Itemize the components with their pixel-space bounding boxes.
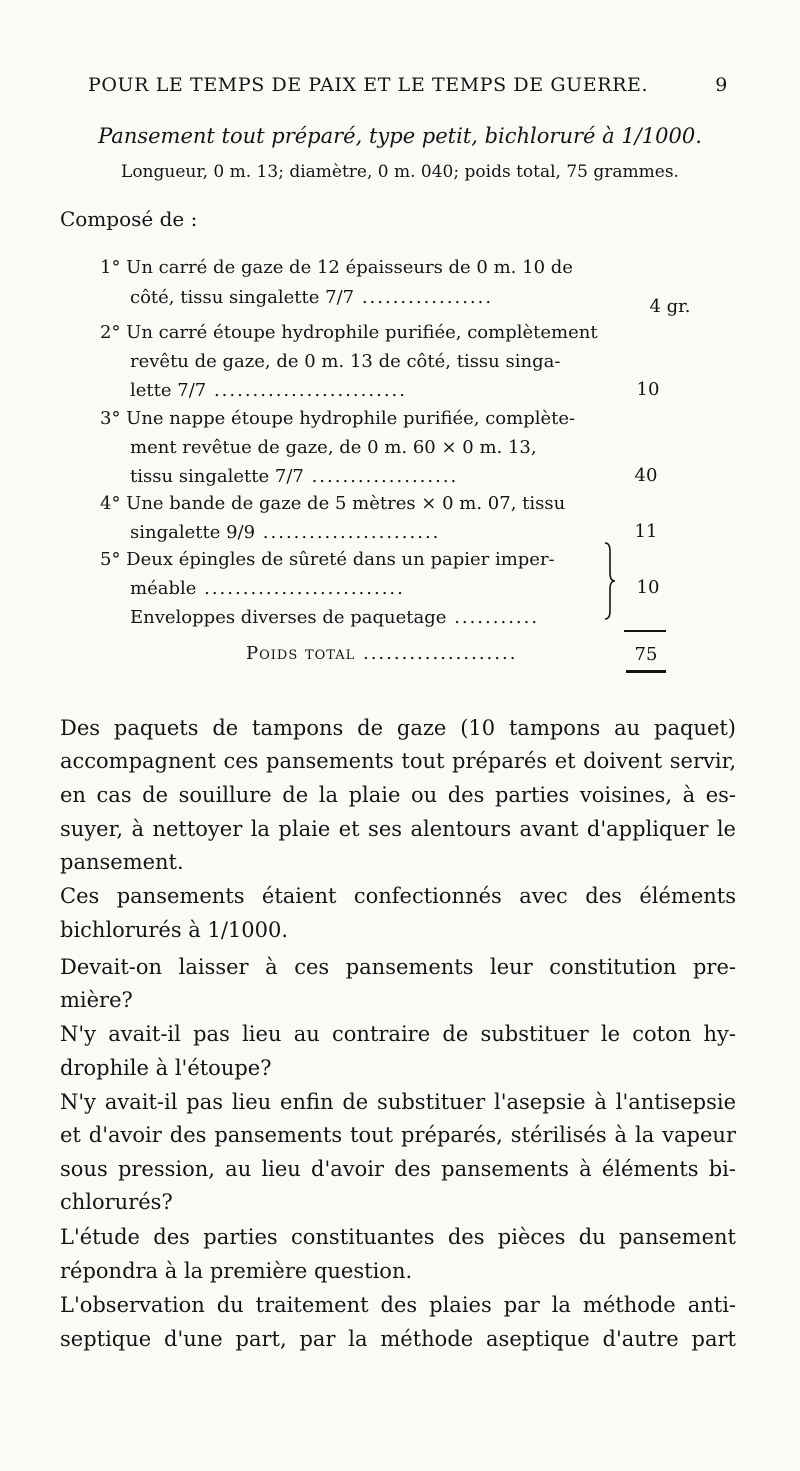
- list-item-line: tissu singalette 7/7 ...................: [130, 466, 459, 487]
- paragraph-line: mière?: [60, 988, 133, 1012]
- list-item-line: 3° Une nappe étoupe hydrophile purifiée, complète-: [100, 408, 576, 429]
- running-head-title: POUR LE TEMPS DE PAIX ET LE TEMPS DE GUERRE.: [88, 74, 649, 96]
- item-weight: 11: [634, 521, 658, 542]
- section-title: Pansement tout préparé, type petit, bichloruré à 1/1000.: [98, 124, 702, 148]
- list-item-line: méable ..........................: [130, 578, 405, 599]
- item-weight: 4 gr.: [649, 296, 691, 317]
- list-item-line: revêtu de gaze, de 0 m. 13 de côté, tissu singa-: [130, 351, 561, 372]
- paragraph-line: suyer, à nettoyer la plaie et ses alentours avant d'appliquer le: [60, 817, 736, 841]
- paragraph-line: L'étude des parties constituantes des pièces du pansement: [60, 1225, 736, 1249]
- total-underline: [626, 670, 666, 673]
- page-number: 9: [715, 74, 728, 96]
- paragraph-line: et d'avoir des pansements tout préparés, stérilisés à la vapeur: [60, 1123, 736, 1147]
- total-value: 75: [634, 644, 658, 665]
- paragraph-line: N'y avait-il pas lieu au contraire de substituer le coton hy-: [60, 1022, 736, 1046]
- paragraph-line: Des paquets de tampons de gaze (10 tampons au paquet): [60, 716, 736, 740]
- item-weight: 40: [634, 465, 658, 486]
- compose-label: Composé de :: [60, 207, 198, 231]
- list-item-line: 5° Deux épingles de sûreté dans un papier imper-: [100, 549, 555, 570]
- item-weight: 10: [636, 379, 660, 400]
- sum-rule: [624, 630, 666, 632]
- paragraph-line: sous pression, au lieu d'avoir des pansements à éléments bi-: [60, 1157, 736, 1181]
- list-item-line: 4° Une bande de gaze de 5 mètres × 0 m. 07, tissu: [100, 493, 566, 514]
- list-item-line: côté, tissu singalette 7/7 .................: [130, 287, 494, 308]
- list-item-line: lette 7/7 .........................: [130, 380, 407, 401]
- paragraph-line: Devait-on laisser à ces pansements leur constitution pre-: [60, 955, 736, 979]
- paragraph-line: répondra à la première question.: [60, 1259, 413, 1283]
- total-row: Poids total ....................: [246, 643, 518, 664]
- paragraph-line: chlorurés?: [60, 1190, 173, 1214]
- paragraph-line: drophile à l'étoupe?: [60, 1056, 272, 1080]
- paragraph-line: Ces pansements étaient confectionnés avec des éléments: [60, 884, 736, 908]
- list-item-line: 2° Un carré étoupe hydrophile purifiée, complètement: [100, 322, 598, 343]
- paragraph-line: accompagnent ces pansements tout préparés et doivent servir,: [60, 749, 736, 773]
- dimensions-line: Longueur, 0 m. 13; diamètre, 0 m. 040; poids total, 75 grammes.: [121, 162, 679, 182]
- list-item-line: singalette 9/9 .......................: [130, 522, 441, 543]
- brace-icon: [603, 541, 617, 621]
- paragraph-line: pansement.: [60, 850, 184, 874]
- list-item-line: 1° Un carré de gaze de 12 épaisseurs de 0 m. 10 de: [100, 257, 573, 278]
- list-item-line: ment revêtue de gaze, de 0 m. 60 × 0 m. 13,: [130, 437, 537, 458]
- paragraph-line: bichlorurés à 1/1000.: [60, 918, 289, 942]
- total-label: Poids total: [246, 643, 356, 664]
- paragraph-line: L'observation du traitement des plaies par la méthode anti-: [60, 1293, 736, 1317]
- paragraph-line: septique d'une part, par la méthode aseptique d'autre part: [60, 1327, 736, 1351]
- item-weight: 10: [636, 577, 660, 598]
- paragraph-line: N'y avait-il pas lieu enfin de substituer l'asepsie à l'antisepsie: [60, 1090, 736, 1114]
- paragraph-line: en cas de souillure de la plaie ou des parties voisines, à es-: [60, 783, 736, 807]
- list-item-line: Enveloppes diverses de paquetage ...........: [130, 607, 540, 628]
